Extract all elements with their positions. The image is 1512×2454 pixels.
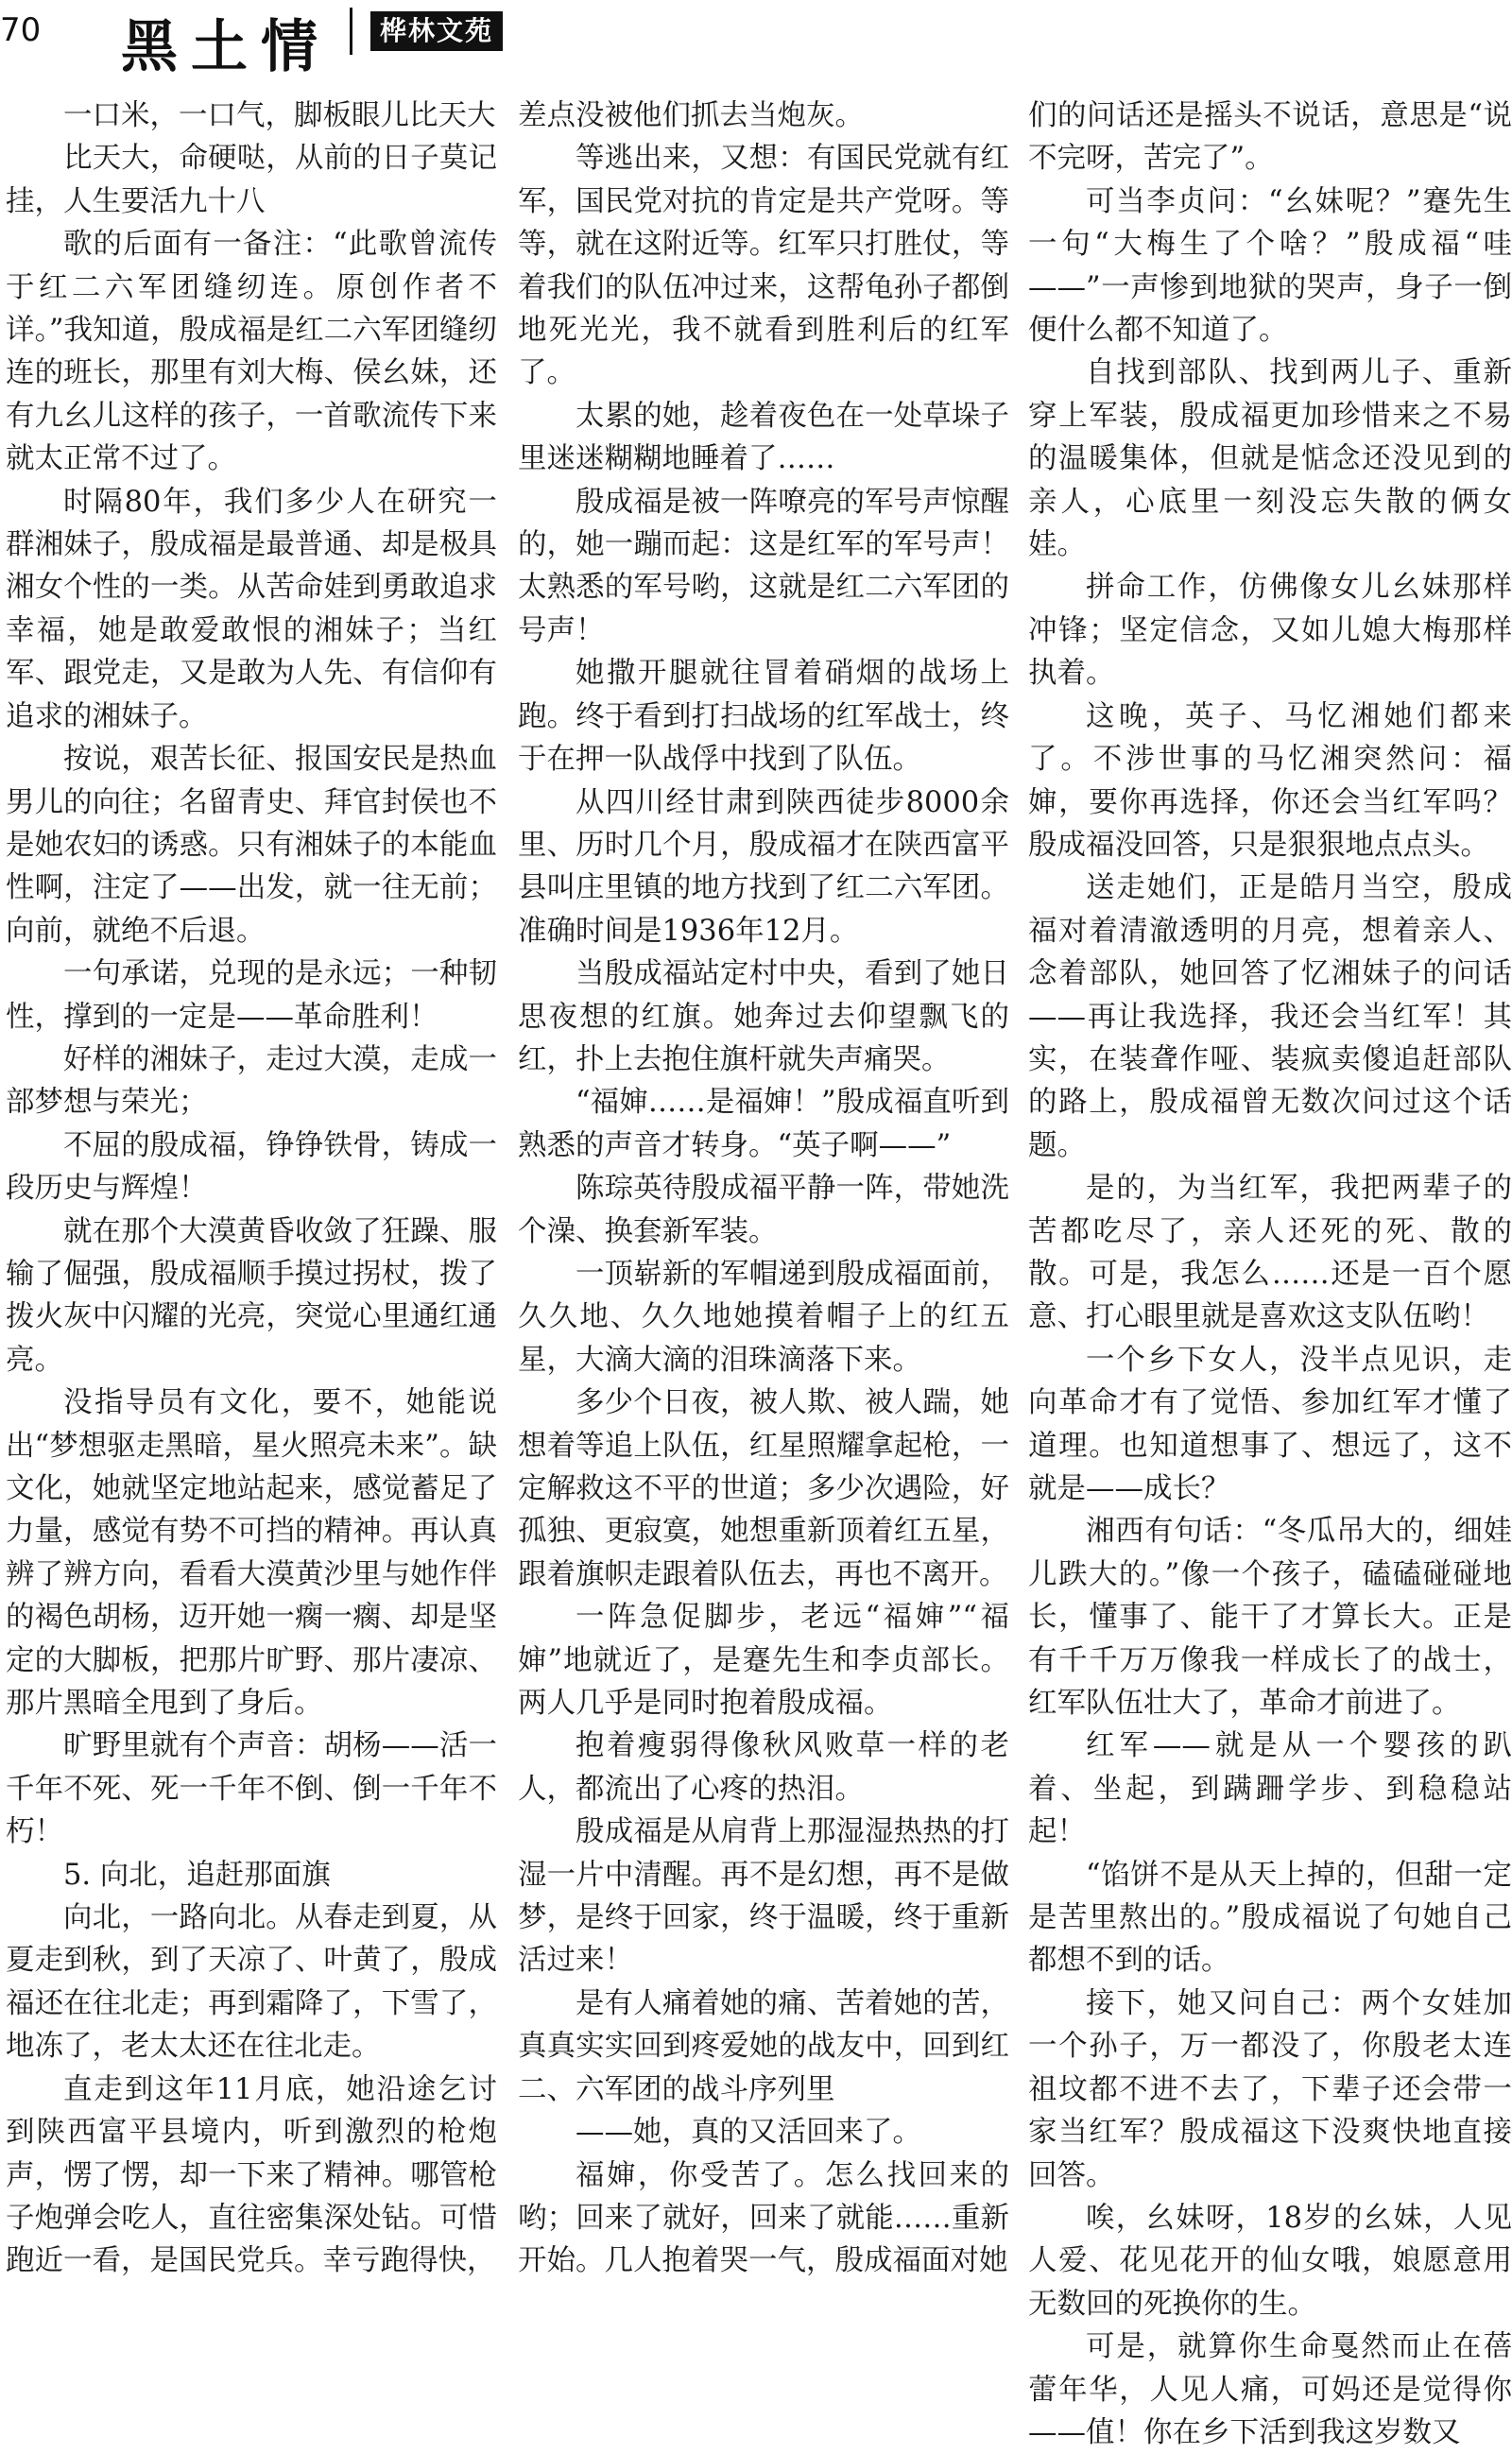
header-divider: [350, 8, 352, 55]
paragraph: 按说，艰苦长征、报国安民是热血男儿的向往；名留青史、拜官封侯也不是她农妇的诱惑。只有湘妹子的本能血性啊，注定了——出发，就一往无前；向前，就绝不后退。: [6, 743, 497, 948]
paragraph: 比天大，命硬哒，从前的日子莫记挂，人生要活九十八: [6, 142, 497, 218]
paragraph: 接下，她又问自己：两个女娃加一个孙子，万一都没了，你殷老太连祖坟都不进不去了，下辈子还会带一家当红军？殷成福这下没爽快地直接回答。: [1028, 1986, 1512, 2192]
paragraph: 旷野里就有个声音：胡杨——活一千年不死、死一千年不倒、倒一千年不朽！: [6, 1729, 497, 1849]
paragraph: 歌的后面有一备注：“此歌曾流传于红二六军团缝纫连。原创作者不详。”我知道，殷成福是红二六军团缝纫连的班长，那里有刘大梅、侯幺妹，还有九幺儿这样的孩子，一首歌流传下来就太正常不过了。: [6, 228, 497, 476]
paragraph: 直走到这年11月底，她沿途乞讨到陕西富平县境内，听到激烈的枪炮声，愣了愣，却一下来了精神。哪管枪子炮弹会吃人，直往密集深处钻。可惜跑近一看，是国民党兵。幸亏跑得快，: [6, 2072, 497, 2278]
paragraph: 福婶，你受苦了。怎么找回来的哟；回来了就好，回来了就能……重新开始。几人抱着哭一气，殷成福面对她: [518, 2158, 1009, 2278]
paragraph: 太累的她，趁着夜色在一处草垛子里迷迷糊糊地睡着了……: [518, 399, 1009, 476]
paragraph: 一句承诺，兑现的是永远；一种韧性，撑到的一定是——革命胜利！: [6, 957, 497, 1034]
paragraph: 时隔80年，我们多少人在研究一群湘妹子，殷成福是最普通、却是极具湘女个性的一类。从苦命娃到勇敢追求幸福，她是敢爱敢恨的湘妹子；当红军、跟党走，又是敢为人先、有信仰有追求的湘妹子。: [6, 485, 497, 733]
paragraph: 湘西有句话：“冬瓜吊大的，细娃儿跌大的。”像一个孩子，磕磕碰碰地长，懂事了、能干了才算长大。正是有千千万万像我一样成长了的战士，红军队伍壮大了，革命才前进了。: [1028, 1515, 1512, 1721]
paragraph: 没指导员有文化，要不，她能说出“梦想驱走黑暗，星火照亮未来”。缺文化，她就坚定地站起来，感觉蓄足了力量，感觉有势不可挡的精神。再认真辨了辨方向，看看大漠黄沙里与她作伴的褐色胡杨，迈开她一瘸一瘸、却是坚定的大脚板，把那片旷野、那片凄凉、那片黑暗全甩到了身后。: [6, 1386, 497, 1721]
paragraph: 她撒开腿就往冒着硝烟的战场上跑。终于看到打扫战场的红军战士，终于在押一队战俘中找到了队伍。: [518, 657, 1009, 777]
paragraph: 这晚，英子、马忆湘她们都来了。不涉世事的马忆湘突然问：福婶，要你再选择，你还会当红军吗？殷成福没回答，只是狠狠地点点头。: [1028, 699, 1512, 862]
magazine-masthead: 黑土情: [121, 14, 331, 80]
paragraph: 一阵急促脚步，老远“福婶”“福婶”地就近了，是蹇先生和李贞部长。两人几乎是同时抱着殷成福。: [518, 1601, 1009, 1721]
paragraph: 一顶崭新的军帽递到殷成福面前，久久地、久久地她摸着帽子上的红五星，大滴大滴的泪珠滴落下来。: [518, 1257, 1009, 1377]
paragraph: 抱着瘦弱得像秋风败草一样的老人，都流出了心疼的热泪。: [518, 1729, 1009, 1806]
paragraph: 自找到部队、找到两儿子、重新穿上军装，殷成福更加珍惜来之不易的温暖集体，但就是惦念还没见到的亲人，心底里一刻没忘失散的俩女娃。: [1028, 356, 1512, 562]
paragraph: 向北，一路向北。从春走到夏，从夏走到秋，到了天凉了、叶黄了，殷成福还在往北走；再到霜降了，下雪了，地冻了，老太太还在往北走。: [6, 1901, 497, 2064]
paragraph: 殷成福是从肩背上那湿湿热热的打湿一片中清醒。再不是幻想，再不是做梦，是终于回家，终于温暖，终于重新活过来！: [518, 1815, 1009, 1978]
paragraph: 当殷成福站定村中央，看到了她日思夜想的红旗。她奔过去仰望飘飞的红，扑上去抱住旗杆就失声痛哭。: [518, 957, 1009, 1076]
paragraph: 一口米，一口气，脚板眼儿比天大: [63, 99, 496, 132]
page-header: [0, 0, 1512, 80]
paragraph: 不屈的殷成福，铮铮铁骨，铸成一段历史与辉煌！: [6, 1128, 497, 1206]
page-number: 70: [0, 11, 42, 49]
paragraph: 从四川经甘肃到陕西徒步8000余里、历时几个月，殷成福才在陕西富平县叫庄里镇的地方找到了红二六军团。准确时间是1936年12月。: [518, 785, 1009, 948]
text-column-3: [1028, 94, 1512, 2449]
paragraph: 红军——就是从一个婴孩的趴着、坐起，到蹒跚学步、到稳稳站起！: [1028, 1729, 1512, 1849]
paragraph: 唉，幺妹呀，18岁的幺妹，人见人爱、花见花开的仙女哦，娘愿意用无数回的死换你的生。: [1028, 2201, 1512, 2321]
paragraph: 多少个日夜，被人欺、被人踹，她想着等追上队伍，红星照耀拿起枪，一定解救这不平的世道；多少次遇险，好孤独、更寂寞，她想重新顶着红五星，跟着旗帜走跟着队伍去，再也不离开。: [518, 1386, 1009, 1591]
paragraph: “福婶……是福婶！”殷成福直听到熟悉的声音才转身。“英子啊——”: [518, 1086, 1009, 1162]
paragraph: 就在那个大漠黄昏收敛了狂躁、服输了倔强，殷成福顺手摸过拐杖，拨了拨火灰中闪耀的光亮，突觉心里通红通亮。: [6, 1214, 497, 1377]
column-name-badge: 桦林文苑: [370, 11, 503, 51]
text-column-1: [6, 94, 497, 2278]
paragraph: 好样的湘妹子，走过大漠，走成一部梦想与荣光；: [6, 1042, 497, 1120]
paragraph: 送走她们，正是皓月当空，殷成福对着清澈透明的月亮，想着亲人、念着部队，她回答了忆湘妹子的问话——再让我选择，我还会当红军！其实，在装聋作哑、装疯卖傻追赶部队的路上，殷成福曾无数次问过这个话题。: [1028, 871, 1512, 1162]
paragraph: 是的，为当红军，我把两辈子的苦都吃尽了，亲人还死的死、散的散。可是，我怎么……还是一百个愿意、打心眼里就是喜欢这支队伍哟！: [1028, 1172, 1512, 1334]
paragraph: 殷成福是被一阵嘹亮的军号声惊醒的，她一蹦而起：这是红军的军号声！太熟悉的军号哟，这就是红二六军团的号声！: [518, 485, 1009, 647]
paragraph: 们的问话还是摇头不说话，意思是“说不完呀，苦完了”。: [1028, 99, 1512, 176]
paragraph: 一个乡下女人，没半点见识，走向革命才有了觉悟、参加红军才懂了道理。也知道想事了、想远了，这不就是——成长？: [1028, 1343, 1512, 1505]
paragraph: 是有人痛着她的痛、苦着她的苦，真真实实回到疼爱她的战友中，回到红二、六军团的战斗序列里: [518, 1986, 1009, 2106]
paragraph: ——她，真的又活回来了。: [576, 2116, 921, 2150]
paragraph: 可是，就算你生命戛然而止在蓓蕾年华，人见人痛，可妈还是觉得你——值！你在乡下活到我这岁数又: [1028, 2330, 1512, 2449]
paragraph: 陈琮英待殷成福平静一阵，带她洗个澡、换套新军装。: [518, 1172, 1009, 1248]
text-column-2: [518, 94, 1009, 2278]
paragraph: 差点没被他们抓去当炮灰。: [518, 99, 864, 132]
paragraph: 等逃出来，又想：有国民党就有红军，国民党对抗的肯定是共产党呀。等等，就在这附近等。红军只打胜仗，等着我们的队伍冲过来，这帮龟孙子都倒地死光光，我不就看到胜利后的红军了。: [518, 142, 1009, 390]
paragraph: “馅饼不是从天上掉的，但甜一定是苦里熬出的。”殷成福说了句她自己都想不到的话。: [1028, 1858, 1512, 1978]
paragraph: 拼命工作，仿佛像女儿幺妹那样冲锋；坚定信念，又如儿媳大梅那样执着。: [1028, 571, 1512, 691]
paragraph: 可当李贞问：“幺妹呢？”蹇先生一句“大梅生了个啥？”殷成福“哇——”一声惨到地狱的哭声，身子一倒便什么都不知道了。: [1028, 184, 1512, 348]
paragraph: 5. 向北，追赶那面旗: [63, 1858, 331, 1892]
